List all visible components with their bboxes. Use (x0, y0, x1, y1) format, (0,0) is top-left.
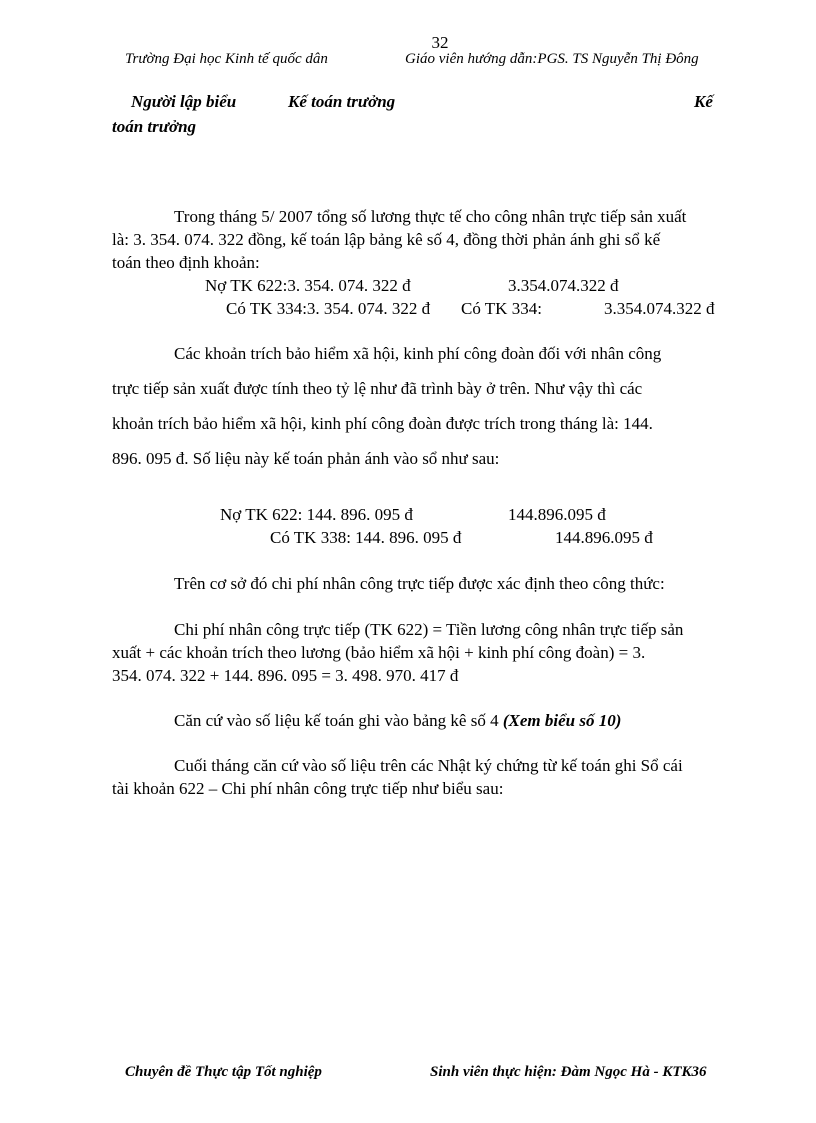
signature-toan-truong: toán trưởng (112, 117, 197, 136)
entry1-credit-label: Có TK 334:3. 354. 074. 322 đ (226, 299, 431, 318)
para1-line3: toán theo định khoản: (112, 253, 260, 272)
para1-line1: Trong tháng 5/ 2007 tổng số lương thực tế cho công nhân trực tiếp sản xuất (174, 207, 687, 226)
para2-line2: trực tiếp sản xuất được tính theo tỷ lệ như đã trình bày ở trên. Như vậy thì các (112, 379, 643, 398)
para6-line2: tài khoản 622 – Chi phí nhân công trực tiếp như biểu sau: (112, 779, 504, 798)
para2-line3: khoản trích bảo hiểm xã hội, kinh phí công đoàn được trích trong tháng là: 144. (112, 414, 653, 433)
para4-line1: Chi phí nhân công trực tiếp (TK 622) = Tiền lương công nhân trực tiếp sản (174, 620, 684, 639)
para2-line1: Các khoản trích bảo hiểm xã hội, kinh phí công đoàn đối với nhân công (174, 344, 662, 363)
entry1-credit-label-2: Có TK 334: (461, 299, 542, 318)
signature-preparer: Người lập biểu (131, 92, 237, 111)
para6-line1: Cuối tháng căn cứ vào số liệu trên các Nhật ký chứng từ kế toán ghi Sổ cái (174, 756, 683, 775)
signature-chief-accountant: Kế toán trưởng (288, 92, 396, 111)
page-number: 32 (431, 33, 449, 52)
signature-ke: Kế (694, 92, 713, 111)
entry2-debit-label: Nợ TK 622: 144. 896. 095 đ (220, 505, 413, 524)
para5 (174, 711, 621, 731)
header-advisor: Giáo viên hướng dẫn:PGS. TS Nguyễn Thị Đông (405, 51, 699, 67)
footer-right: Sinh viên thực hiện: Đàm Ngọc Hà - KTK36 (430, 1064, 707, 1080)
entry1-debit-label: Nợ TK 622:3. 354. 074. 322 đ (205, 276, 411, 295)
para3: Trên cơ sở đó chi phí nhân công trực tiếp được xác định theo công thức: (174, 574, 665, 593)
para4-line3: 354. 074. 322 + 144. 896. 095 = 3. 498. 970. 417 đ (112, 666, 459, 685)
para1-line2: là: 3. 354. 074. 322 đồng, kế toán lập bảng kê số 4, đồng thời phản ánh ghi sổ kế (112, 230, 661, 249)
footer-left: Chuyên đề Thực tập Tốt nghiệp (125, 1064, 322, 1080)
entry2-credit-amount: 144.896.095 đ (555, 528, 653, 547)
para4-line2: xuất + các khoản trích theo lương (bảo hiểm xã hội + kinh phí công đoàn) = 3. (112, 643, 646, 662)
entry2-credit-label: Có TK 338: 144. 896. 095 đ (270, 528, 462, 547)
header-school: Trường Đại học Kinh tế quốc dân (125, 51, 328, 67)
para5-reference: (Xem biểu số 10) (502, 711, 622, 730)
entry2-debit-amount: 144.896.095 đ (508, 505, 606, 524)
para2-line4: 896. 095 đ. Số liệu này kế toán phản ánh vào sổ như sau: (112, 449, 500, 468)
para5-text: Căn cứ vào số liệu kế toán ghi vào bảng kê số 4 (174, 711, 503, 730)
entry1-credit-amount: 3.354.074.322 đ (604, 299, 715, 318)
entry1-debit-amount: 3.354.074.322 đ (508, 276, 619, 295)
